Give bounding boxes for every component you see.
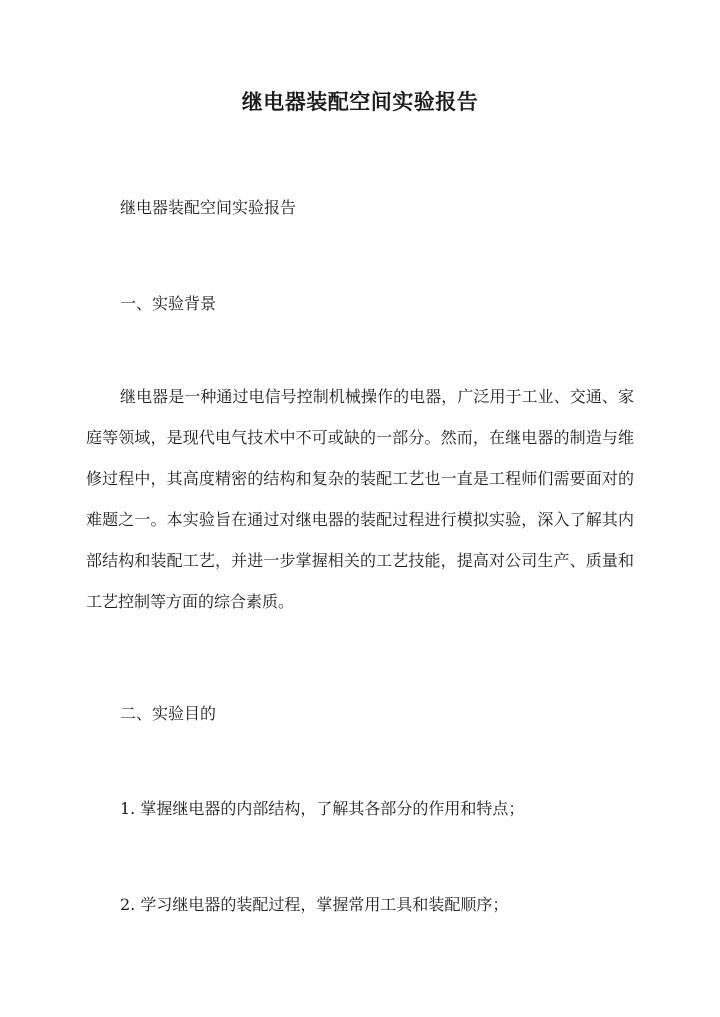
section-heading-background: 一、实验背景 (120, 294, 217, 313)
section-heading-objectives: 二、实验目的 (120, 704, 217, 723)
objective-item: 2. 学习继电器的装配过程，掌握常用工具和装配顺序； (120, 895, 509, 914)
document-title: 继电器装配空间实验报告 (241, 89, 479, 114)
objective-item: 1. 掌握继电器的内部结构，了解其各部分的作用和特点； (120, 799, 525, 818)
document-subtitle: 继电器装配空间实验报告 (120, 198, 297, 217)
section-body-background: 继电器是一种通过电信号控制机械操作的电器，广泛用于工业、交通、家庭等领域，是现代电气技术中不可或缺的一部分。然而，在继电器的制造与维修过程中，其高度精密的结构和复杂的装配工艺也一直是工程师们需要面对的难题之一。本实验旨在通过对继电器的装配过程进行模拟实验，深入了解其内部结构和装配工艺，并进一步掌握相关的工艺技能，提高对公司生产、质量和工艺控制等方面的综合素质。 (86, 387, 634, 611)
